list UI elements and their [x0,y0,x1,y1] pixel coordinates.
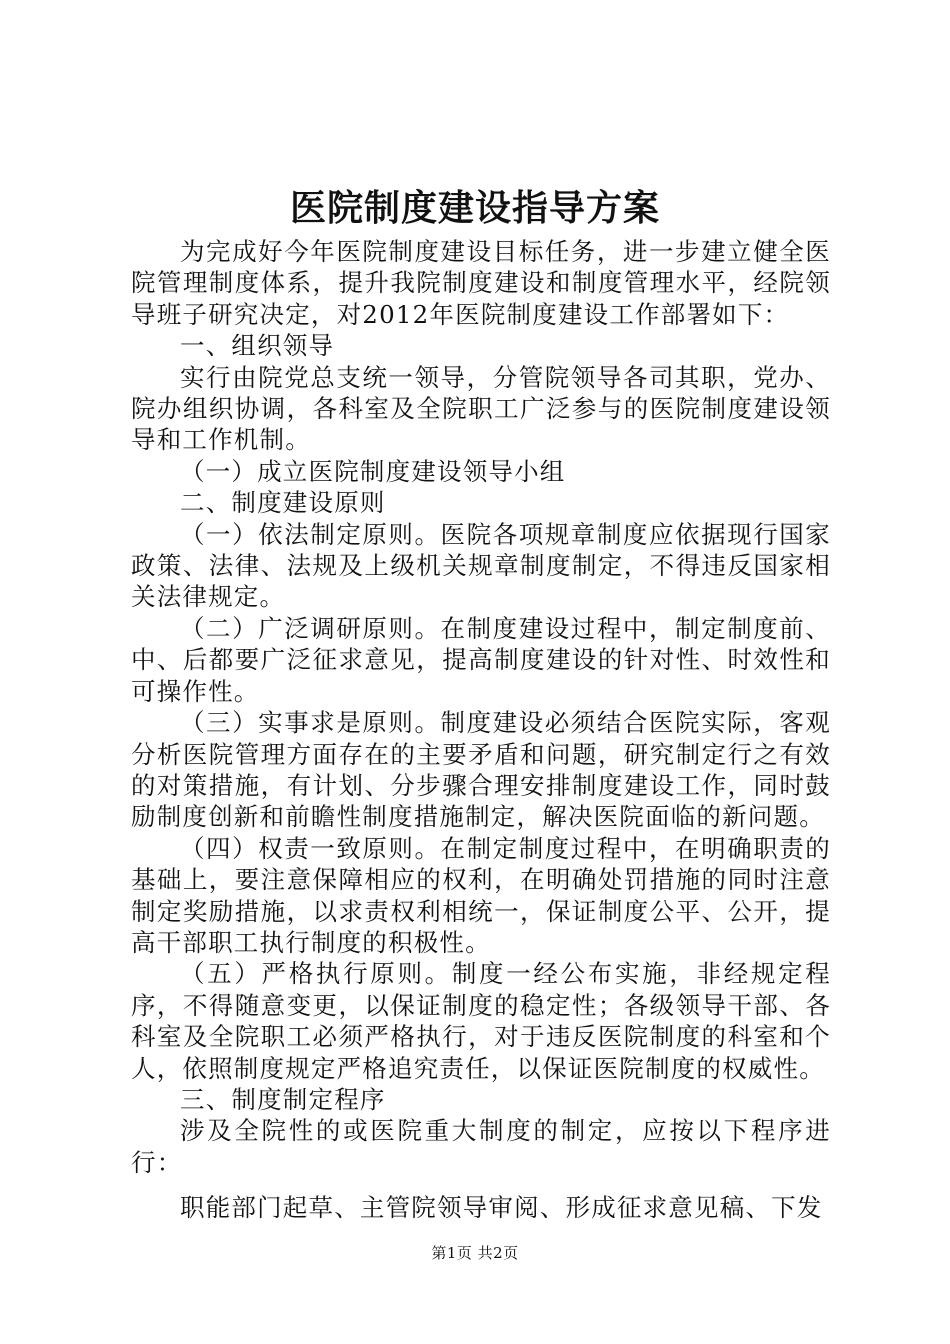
document-body [131,236,831,1224]
heading-organization: 一、组织领导 [180,331,335,361]
paragraph-intro: 为完成好今年医院制度建设目标任务，进一步建立健全医院管理制度体系，提升我院制度建设和制度管理水平，经院领导班子研究决定，对2012年医院制度建设工作部署如下： [131,237,831,329]
paragraph-principle-1: （一）依法制定原则。医院各项规章制度应依据现行国家政策、法律、法规及上级机关规章制度制定，不得违反国家相关法律规定。 [131,519,831,612]
paragraph-gap [131,1178,831,1192]
paragraph-principle-2: （二）广泛调研原则。在制度建设过程中，制定制度前、中、后都要广泛征求意见，提高制度建设的针对性、时效性和可操作性。 [131,613,831,706]
paragraph-organization: 实行由院党总支统一领导，分管院领导各司其职，党办、院办组织协调，各科室及全院职工广泛参与的医院制度建设领导和工作机制。 [131,362,831,455]
paragraph-procedure-steps: 职能部门起草、主管院领导审阅、形成征求意见稿、下发 [180,1193,823,1223]
page-footer: 第1页 共2页 [431,1244,519,1262]
document-title: 医院制度建设指导方案 [289,187,660,229]
paragraph-principle-5: （五）严格执行原则。制度一经公布实施，非经规定程序，不得随意变更，以保证制度的稳定性；各级领导干部、各科室及全院职工必须严格执行，对于违反医院制度的科室和个人，依照制度规定严格追究责任，以保证医院制度的权威性。 [131,959,831,1083]
paragraph-principle-4: （四）权责一致原则。在制定制度过程中，在明确职责的基础上，要注意保障相应的权利，在明确处罚措施的同时注意制定奖励措施，以求责权利相统一，保证制度公平、公开，提高干部职工执行制度的积极性。 [131,833,831,957]
subheading-leading-group: （一）成立医院制度建设领导小组 [180,456,566,486]
paragraph-procedure: 涉及全院性的或医院重大制度的制定，应按以下程序进行： [131,1116,831,1177]
paragraph-principle-3: （三）实事求是原则。制度建设必须结合医院实际，客观分析医院管理方面存在的主要矛盾和问题，研究制定行之有效的对策措施，有计划、分步骤合理安排制度建设工作，同时鼓励制度创新和前瞻性制度措施制定，解决医院面临的新问题。 [131,708,831,832]
heading-procedure: 三、制度制定程序 [180,1084,386,1114]
heading-principles: 二、制度建设原则 [180,488,386,518]
